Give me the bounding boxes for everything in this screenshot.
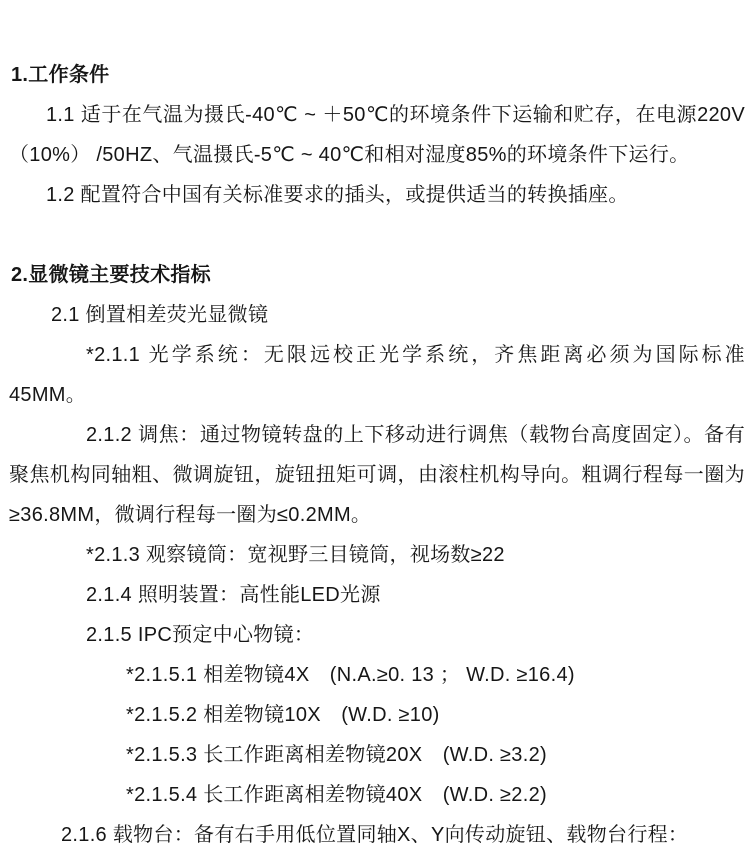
paragraph: 1.1 适于在气温为摄氏-40℃ ~ ＋50℃的环境条件下运输和贮存，在电源220V（10%） /50HZ、气温摄氏-5℃ ~ 40℃和相对湿度85%的环境条件下运行。: [9, 104, 745, 166]
paragraph: 2.1.4 照明装置：高性能LED光源: [86, 584, 381, 606]
paragraph: *2.1.1 光学系统：无限远校正光学系统，齐焦距离必须为国际标准45MM。: [9, 344, 745, 406]
paragraph: 2.1.2 调焦：通过物镜转盘的上下移动进行调焦（载物台高度固定）。备有聚焦机构同轴粗、微调旋钮，旋钮扭矩可调，由滚柱机构导向。粗调行程每一圈为≥36.8MM，微调行程每一圈为≤0.2MM。: [9, 424, 745, 526]
section-heading: 1.工作条件: [11, 64, 110, 86]
paragraph: 2.1.5 IPC预定中心物镜：: [86, 624, 315, 646]
paragraph: *2.1.5.1 相差物镜4X (N.A.≥0. 13 ； W.D. ≥16.4): [126, 664, 575, 686]
section-heading: 2.显微镜主要技术指标: [11, 264, 211, 286]
paragraph: *2.1.3 观察镜筒：宽视野三目镜筒，视场数≥22: [86, 544, 505, 566]
paragraph: 2.1 倒置相差荧光显微镜: [51, 304, 269, 326]
paragraph: *2.1.5.4 长工作距离相差物镜40X (W.D. ≥2.2): [126, 784, 547, 806]
paragraph: *2.1.5.2 相差物镜10X (W.D. ≥10): [126, 704, 440, 726]
paragraph: 1.2 配置符合中国有关标准要求的插头，或提供适当的转换插座。: [46, 184, 629, 206]
paragraph: 2.1.6 载物台：备有右手用低位置同轴X、Y向传动旋钮、载物台行程：: [61, 824, 689, 846]
paragraph: *2.1.5.3 长工作距离相差物镜20X (W.D. ≥3.2): [126, 744, 547, 766]
